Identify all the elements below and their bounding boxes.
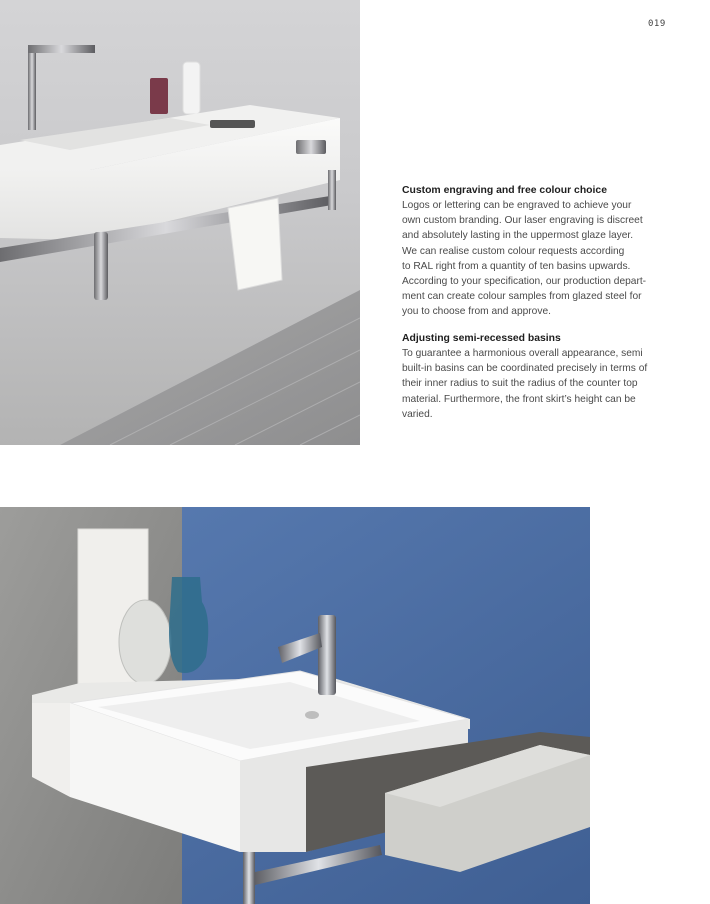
washbasin-photo-bottom <box>0 507 590 904</box>
drain-pipe <box>243 852 255 904</box>
faucet <box>28 45 36 130</box>
bottle-white <box>183 62 200 114</box>
plate <box>119 600 171 684</box>
bottle-red <box>150 78 168 114</box>
washbasin-photo-top <box>0 0 360 445</box>
section-semi-recessed <box>402 331 672 422</box>
basin-drain <box>305 711 319 719</box>
washbasin-illustration-top <box>0 0 360 445</box>
section-heading: Custom engraving and free colour choice <box>402 185 607 196</box>
section-body: Logos or lettering can be engraved to achieve your own custom branding. Our laser engraving is discreet and absolutely lasting in the uppermost glaze layer. We can realise custom colour requests according to RAL right from a quantity of ten basins upwards. According to your specification, our production depart- ment can create colour samples from glazed steel for you to choose from and approve. <box>402 200 647 318</box>
floor-tiles <box>60 290 360 445</box>
basin-controls <box>210 120 255 128</box>
section-heading: Adjusting semi-recessed basins <box>402 333 561 344</box>
section-custom-engraving <box>402 183 672 320</box>
washbasin-illustration-bottom <box>0 507 590 904</box>
faucet <box>318 615 336 695</box>
drain-handle <box>296 140 326 154</box>
section-body: To guarantee a harmonious overall appearance, semi built-in basins can be coordinated precisely in terms of their inner radius to suit the radius of the counter top material. Furthermore, the front skirt’s height can be varied. <box>402 348 648 420</box>
page-number: 019 <box>648 19 666 29</box>
towel <box>228 198 282 290</box>
